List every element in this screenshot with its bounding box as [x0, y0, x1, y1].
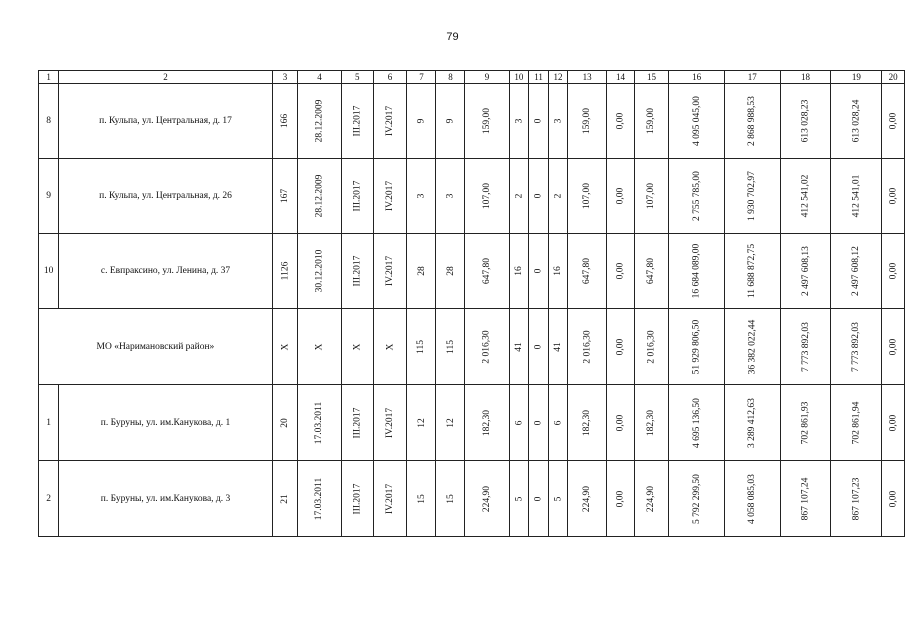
- table-cell: [724, 159, 780, 234]
- cell-value: 647,80: [582, 257, 593, 285]
- table-cell: [272, 234, 297, 309]
- cell-value: 182,30: [582, 409, 593, 436]
- cell-value: 3: [552, 118, 563, 124]
- cell-value: 3: [445, 193, 456, 199]
- column-number: 14: [607, 71, 634, 84]
- table-cell: [724, 461, 780, 537]
- cell-value: 6: [513, 420, 524, 425]
- cell-value: III.2017: [352, 407, 363, 438]
- cell-value: 159,00: [646, 107, 657, 135]
- table-cell: [882, 309, 905, 385]
- cell-value: 28: [416, 266, 427, 276]
- table-cell: [567, 461, 606, 537]
- table-cell: [549, 385, 568, 461]
- table-cell: [549, 309, 568, 385]
- cell-value: 41: [513, 341, 524, 352]
- table-cell: [298, 309, 342, 385]
- table-cell: [724, 234, 780, 309]
- cell-value: 3: [513, 118, 524, 124]
- address-cell: п. Буруны, ул. им.Канукова, д. 3: [59, 461, 273, 537]
- table-cell: [669, 159, 725, 234]
- cell-value: 647,80: [482, 257, 493, 285]
- table-cell: [407, 461, 436, 537]
- cell-value: 0,00: [888, 414, 899, 431]
- cell-value: 16: [513, 266, 524, 276]
- table-cell: [831, 234, 882, 309]
- cell-value: 6: [552, 420, 563, 425]
- table-cell: [272, 385, 297, 461]
- table-cell: [669, 84, 725, 159]
- cell-value: 30.12.2010: [314, 249, 325, 293]
- table-cell: [607, 385, 634, 461]
- table-row: [39, 234, 905, 309]
- cell-value: 2 497 608,13: [800, 246, 811, 296]
- cell-value: 9: [445, 118, 456, 124]
- table-cell: [407, 309, 436, 385]
- table-cell: [509, 234, 529, 309]
- table-cell: [373, 234, 407, 309]
- cell-value: 224,90: [582, 485, 593, 512]
- cell-value: 21: [279, 493, 290, 504]
- cell-value: 0,00: [615, 262, 626, 280]
- table-cell: [831, 461, 882, 537]
- table-cell: [436, 461, 465, 537]
- cell-value: X: [352, 343, 363, 350]
- table-cell: [298, 385, 342, 461]
- table-cell: [634, 461, 669, 537]
- table-cell: [724, 84, 780, 159]
- cell-value: 1 930 702,97: [747, 171, 758, 221]
- table-cell: [529, 461, 549, 537]
- cell-value: 182,30: [646, 409, 657, 436]
- cell-value: 182,30: [482, 409, 493, 436]
- table-cell: [341, 234, 373, 309]
- cell-value: IV.2017: [385, 180, 396, 212]
- cell-value: 5 792 299,50: [691, 473, 702, 524]
- column-number: 3: [272, 71, 297, 84]
- row-number: 8: [39, 84, 59, 159]
- cell-value: 0: [533, 344, 544, 349]
- column-number: 8: [436, 71, 465, 84]
- table-cell: [634, 84, 669, 159]
- table-cell: [298, 84, 342, 159]
- table-cell: [529, 159, 549, 234]
- cell-value: 7 773 892,03: [800, 321, 811, 372]
- table-cell: [669, 309, 725, 385]
- table-cell: [465, 309, 509, 385]
- table-cell: [607, 461, 634, 537]
- column-number: 9: [465, 71, 509, 84]
- cell-value: 0: [533, 118, 544, 124]
- cell-value: 702 861,94: [851, 401, 862, 444]
- cell-value: X: [385, 343, 396, 350]
- table-cell: [882, 159, 905, 234]
- cell-value: 4 695 136,50: [691, 397, 702, 448]
- column-number: 11: [529, 71, 549, 84]
- cell-value: 3: [416, 193, 427, 199]
- table-cell: [341, 461, 373, 537]
- cell-value: 5: [513, 496, 524, 501]
- column-number: 18: [780, 71, 831, 84]
- cell-value: 2 497 608,12: [851, 246, 862, 296]
- page-number: 79: [446, 31, 459, 43]
- table-cell: [669, 234, 725, 309]
- column-number: 2: [59, 71, 273, 84]
- table-cell: [567, 385, 606, 461]
- cell-value: 0: [533, 268, 544, 274]
- table-cell: [341, 159, 373, 234]
- cell-value: IV.2017: [385, 105, 396, 137]
- cell-value: 613 028,24: [851, 99, 862, 143]
- table-cell: [549, 84, 568, 159]
- table-cell: [465, 385, 509, 461]
- cell-value: X: [314, 343, 325, 350]
- table-cell: [529, 385, 549, 461]
- cell-value: 12: [416, 417, 427, 428]
- table-cell: [549, 234, 568, 309]
- table-cell: [298, 159, 342, 234]
- cell-value: 167: [279, 188, 290, 204]
- table-cell: [607, 234, 634, 309]
- group-total-row: [39, 309, 905, 385]
- cell-value: 28.12.2009: [314, 174, 325, 218]
- cell-value: 2 016,30: [482, 329, 493, 364]
- cell-value: IV.2017: [385, 255, 396, 287]
- cell-value: 51 929 806,50: [691, 319, 702, 374]
- cell-value: 15: [416, 493, 427, 504]
- address-cell: п. Кульпа, ул. Центральная, д. 26: [59, 159, 273, 234]
- cell-value: 2 016,30: [582, 329, 593, 364]
- row-number: 10: [39, 234, 59, 309]
- address-cell: п. Кульпа, ул. Центральная, д. 17: [59, 84, 273, 159]
- table-cell: [607, 309, 634, 385]
- table-cell: [831, 84, 882, 159]
- cell-value: III.2017: [352, 180, 363, 212]
- cell-value: 166: [279, 113, 290, 129]
- table-cell: [373, 159, 407, 234]
- table-cell: [465, 159, 509, 234]
- table-cell: [509, 385, 529, 461]
- table-cell: [436, 84, 465, 159]
- table-cell: [882, 461, 905, 537]
- table-cell: [465, 84, 509, 159]
- column-number: 10: [509, 71, 529, 84]
- cell-value: 867 107,23: [851, 477, 862, 520]
- table-cell: [780, 385, 831, 461]
- cell-value: 159,00: [582, 107, 593, 135]
- cell-value: 28: [445, 266, 456, 276]
- cell-value: 702 861,93: [800, 401, 811, 444]
- cell-value: 2 016,30: [646, 329, 657, 364]
- table-cell: [465, 234, 509, 309]
- column-number-row: [39, 71, 905, 84]
- cell-value: 2: [513, 193, 524, 199]
- cell-value: 613 028,23: [800, 99, 811, 143]
- cell-value: 2 755 785,00: [691, 171, 702, 221]
- cell-value: X: [279, 343, 290, 350]
- cell-value: 7 773 892,03: [851, 321, 862, 372]
- cell-value: IV.2017: [385, 407, 396, 438]
- table-cell: [549, 159, 568, 234]
- column-number: 12: [549, 71, 568, 84]
- cell-value: 647,80: [646, 257, 657, 285]
- table-cell: [529, 84, 549, 159]
- table-cell: [669, 385, 725, 461]
- cell-value: 4 095 045,00: [691, 96, 702, 146]
- column-number: 5: [341, 71, 373, 84]
- table-cell: [465, 461, 509, 537]
- table-cell: [669, 461, 725, 537]
- cell-value: 5: [552, 496, 563, 501]
- table-cell: [341, 309, 373, 385]
- table-cell: [373, 309, 407, 385]
- table-cell: [780, 309, 831, 385]
- cell-value: 2 868 988,53: [747, 96, 758, 146]
- cell-value: 28.12.2009: [314, 99, 325, 143]
- cell-value: 11 688 872,75: [747, 243, 758, 299]
- table-cell: [407, 159, 436, 234]
- cell-value: 0,00: [888, 338, 899, 355]
- table-row: [39, 159, 905, 234]
- cell-value: 867 107,24: [800, 477, 811, 520]
- column-number: 7: [407, 71, 436, 84]
- cell-value: 0,00: [615, 414, 626, 431]
- table-cell: [567, 309, 606, 385]
- address-cell: с. Евпраксино, ул. Ленина, д. 37: [59, 234, 273, 309]
- cell-value: 17.03.2011: [314, 477, 325, 520]
- table-cell: [373, 385, 407, 461]
- table-cell: [634, 385, 669, 461]
- column-number: 17: [724, 71, 780, 84]
- cell-value: 224,90: [646, 485, 657, 512]
- table-cell: [634, 309, 669, 385]
- table-cell: [407, 84, 436, 159]
- cell-value: 159,00: [482, 107, 493, 135]
- table-cell: [724, 385, 780, 461]
- table-cell: [509, 461, 529, 537]
- table-cell: [567, 159, 606, 234]
- table-cell: [549, 461, 568, 537]
- table-cell: [607, 84, 634, 159]
- table-cell: [272, 461, 297, 537]
- cell-value: 16: [552, 266, 563, 276]
- cell-value: 0: [533, 193, 544, 199]
- cell-value: 0,00: [615, 112, 626, 130]
- table-cell: [341, 385, 373, 461]
- cell-value: IV.2017: [385, 483, 396, 514]
- column-number: 6: [373, 71, 407, 84]
- cell-value: 0,00: [615, 490, 626, 507]
- cell-value: 4 058 085,03: [747, 473, 758, 524]
- register-table: [38, 70, 905, 537]
- table-cell: [298, 234, 342, 309]
- column-number: 20: [882, 71, 905, 84]
- cell-value: 0,00: [888, 262, 899, 280]
- address-cell: п. Буруны, ул. им.Канукова, д. 1: [59, 385, 273, 461]
- cell-value: III.2017: [352, 105, 363, 137]
- table-row: [39, 385, 905, 461]
- table-cell: [882, 385, 905, 461]
- table-cell: [607, 159, 634, 234]
- table-cell: [436, 385, 465, 461]
- table-cell: [509, 84, 529, 159]
- table-cell: [272, 309, 297, 385]
- cell-value: 115: [416, 339, 427, 354]
- row-number: 2: [39, 461, 59, 537]
- cell-value: 224,90: [482, 485, 493, 512]
- table-cell: [567, 84, 606, 159]
- cell-value: 15: [445, 493, 456, 504]
- table-cell: [724, 309, 780, 385]
- table-cell: [831, 385, 882, 461]
- table-cell: [407, 234, 436, 309]
- table-cell: [831, 159, 882, 234]
- cell-value: 107,00: [582, 182, 593, 210]
- column-number: 13: [567, 71, 606, 84]
- column-number: 19: [831, 71, 882, 84]
- cell-value: 36 382 022,44: [747, 319, 758, 374]
- cell-value: 9: [416, 118, 427, 124]
- table-cell: [634, 159, 669, 234]
- cell-value: 0,00: [615, 187, 626, 205]
- table-cell: [529, 234, 549, 309]
- cell-value: III.2017: [352, 255, 363, 287]
- table-cell: [509, 159, 529, 234]
- cell-value: 41: [552, 341, 563, 352]
- group-name: МО «Наримановский район»: [39, 309, 273, 385]
- cell-value: 107,00: [646, 182, 657, 210]
- table-cell: [436, 159, 465, 234]
- table-cell: [780, 461, 831, 537]
- table-cell: [436, 234, 465, 309]
- cell-value: 1126: [279, 261, 290, 281]
- cell-value: 0,00: [888, 187, 899, 205]
- table-cell: [780, 159, 831, 234]
- cell-value: III.2017: [352, 483, 363, 514]
- table-cell: [373, 461, 407, 537]
- table-cell: [272, 159, 297, 234]
- table-cell: [373, 84, 407, 159]
- cell-value: 107,00: [482, 182, 493, 210]
- cell-value: 0,00: [888, 490, 899, 507]
- cell-value: 0,00: [888, 112, 899, 130]
- cell-value: 12: [445, 417, 456, 428]
- cell-value: 0: [533, 420, 544, 425]
- cell-value: 412 541,01: [851, 174, 862, 218]
- column-number: 4: [298, 71, 342, 84]
- table-cell: [882, 234, 905, 309]
- cell-value: 17.03.2011: [314, 401, 325, 444]
- table-cell: [529, 309, 549, 385]
- table-row: [39, 461, 905, 537]
- column-number: 15: [634, 71, 669, 84]
- table-cell: [509, 309, 529, 385]
- cell-value: 115: [445, 339, 456, 354]
- table-cell: [780, 84, 831, 159]
- cell-value: 3 289 412,63: [747, 397, 758, 448]
- row-number: 1: [39, 385, 59, 461]
- row-number: 9: [39, 159, 59, 234]
- cell-value: 2: [552, 193, 563, 199]
- cell-value: 0,00: [615, 338, 626, 355]
- table-cell: [298, 461, 342, 537]
- table-cell: [780, 234, 831, 309]
- table-cell: [634, 234, 669, 309]
- cell-value: 0: [533, 496, 544, 501]
- table-row: [39, 84, 905, 159]
- cell-value: 412 541,02: [800, 174, 811, 218]
- table-cell: [407, 385, 436, 461]
- table-cell: [341, 84, 373, 159]
- cell-value: 16 684 089,00: [691, 243, 702, 299]
- table-cell: [831, 309, 882, 385]
- table-cell: [882, 84, 905, 159]
- column-number: 1: [39, 71, 59, 84]
- table-cell: [272, 84, 297, 159]
- table-cell: [567, 234, 606, 309]
- cell-value: 20: [279, 417, 290, 428]
- table-cell: [436, 309, 465, 385]
- column-number: 16: [669, 71, 725, 84]
